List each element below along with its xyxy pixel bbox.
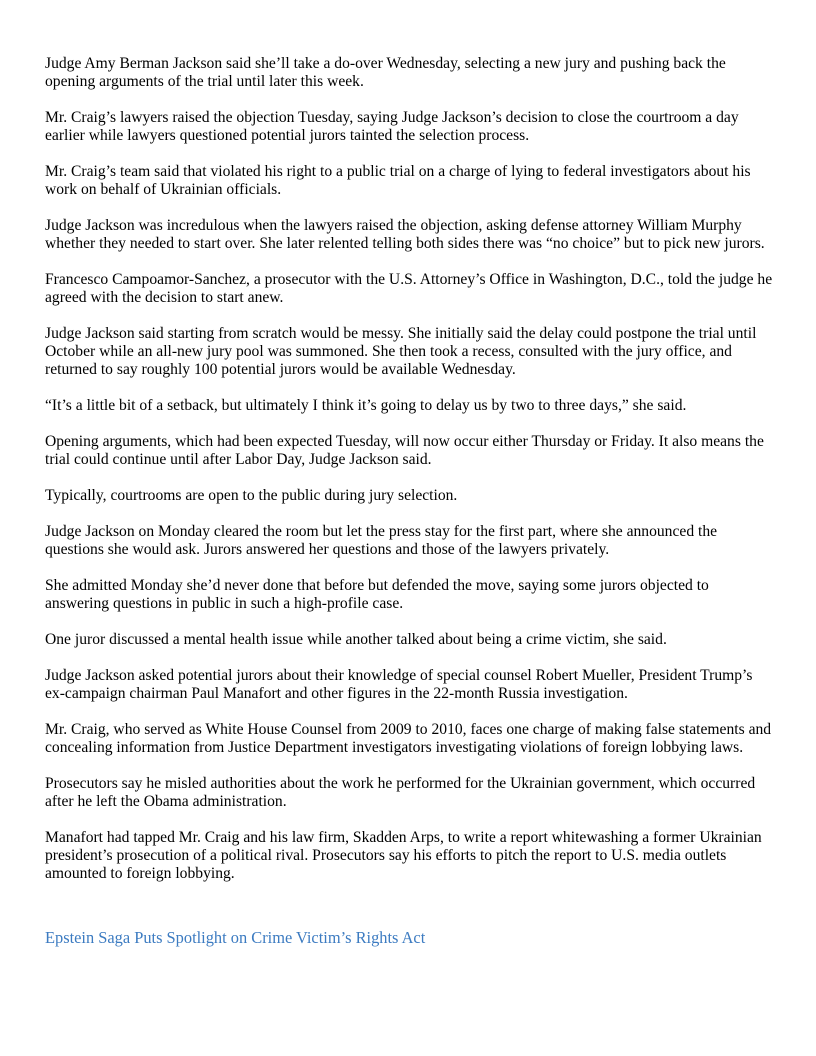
related-article [45, 928, 775, 948]
article-body [45, 55, 775, 948]
paragraph-15: Prosecutors say he misled authorities about the work he performed for the Ukrainian government, which occurred after he left the Obama administration. [45, 774, 756, 810]
paragraph-7: “It’s a little bit of a setback, but ultimately I think it’s going to delay us by two to three days,” she said. [45, 397, 687, 415]
paragraph-2: Mr. Craig’s lawyers raised the objection Tuesday, saying Judge Jackson’s decision to close the courtroom a day earlier while lawyers questioned potential jurors tainted the selection process. [45, 109, 739, 145]
paragraph-16: Manafort had tapped Mr. Craig and his law firm, Skadden Arps, to write a report whitewashing a former Ukrainian president’s prosecution of a political rival. Prosecutors say his efforts to pitch the report to U.S. media outlets amounted to foreign lobbying. [45, 828, 762, 882]
paragraph-3: Mr. Craig’s team said that violated his right to a public trial on a charge of lying to federal investigators about his work on behalf of Ukrainian officials. [45, 163, 751, 199]
paragraph-5: Francesco Campoamor-Sanchez, a prosecutor with the U.S. Attorney’s Office in Washington, D.C., told the judge he agreed with the decision to start anew. [45, 271, 773, 307]
related-article-link[interactable]: Epstein Saga Puts Spotlight on Crime Victim’s Rights Act [45, 928, 426, 948]
paragraph-13: Judge Jackson asked potential jurors about their knowledge of special counsel Robert Mueller, President Trump’s ex-campaign chairman Paul Manafort and other figures in the 22-month Russia investigation. [45, 666, 753, 702]
paragraph-1: Judge Amy Berman Jackson said she’ll take a do-over Wednesday, selecting a new jury and pushing back the opening arguments of the trial until later this week. [45, 55, 726, 91]
paragraph-6: Judge Jackson said starting from scratch would be messy. She initially said the delay could postpone the trial until October while an all-new jury pool was summoned. She then took a recess, consulted with the jury office, and returned to say roughly 100 potential jurors would be available Wednesday. [45, 325, 757, 379]
paragraph-9: Typically, courtrooms are open to the public during jury selection. [45, 487, 458, 504]
paragraph-4: Judge Jackson was incredulous when the lawyers raised the objection, asking defense attorney William Murphy whether they needed to start over. She later relented telling both sides there was “no choice” but to pick new jurors. [45, 217, 765, 253]
paragraph-10: Judge Jackson on Monday cleared the room but let the press stay for the first part, where she announced the questions she would ask. Jurors answered her questions and those of the lawyers privately. [45, 522, 718, 558]
paragraph-8: Opening arguments, which had been expected Tuesday, will now occur either Thursday or Friday. It also means the trial could continue until after Labor Day, Judge Jackson said. [45, 433, 764, 469]
paragraph-14: Mr. Craig, who served as White House Counsel from 2009 to 2010, faces one charge of making false statements and concealing information from Justice Department investigators investigating violations of foreign lobbying laws. [45, 720, 772, 756]
paragraph-11: She admitted Monday she’d never done that before but defended the move, saying some jurors objected to answering questions in public in such a high-profile case. [45, 576, 709, 612]
paragraph-12: One juror discussed a mental health issue while another talked about being a crime victim, she said. [45, 630, 667, 648]
